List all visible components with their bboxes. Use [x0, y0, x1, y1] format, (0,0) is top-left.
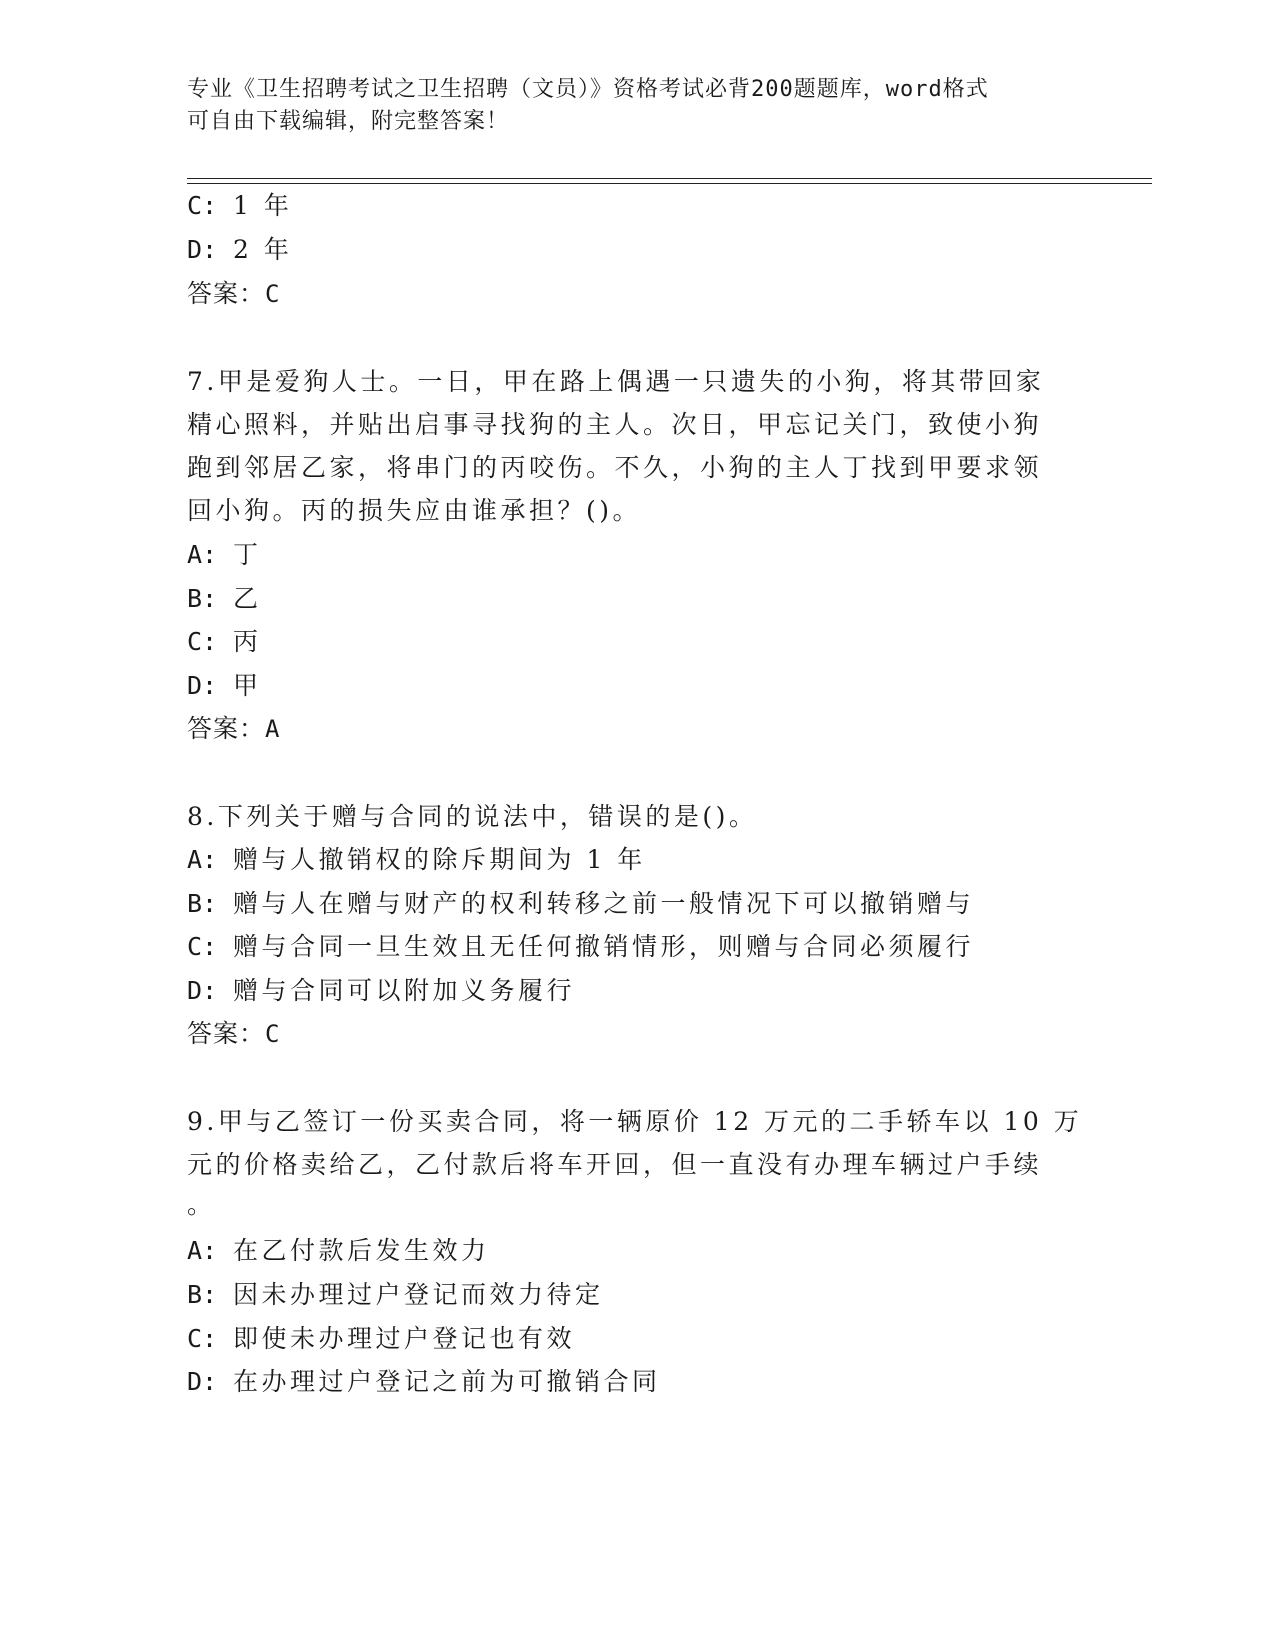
q7-stem-line-1: 7.甲是爱狗人士。一日，甲在路上偶遇一只遗失的小狗，将其带回家 — [187, 367, 1045, 396]
q8-option-d: D: 赠与合同可以附加义务履行 — [187, 976, 576, 1005]
header-rule-bottom — [187, 183, 1152, 184]
header-rule-top — [187, 178, 1152, 179]
header-line-2: 可自由下载编辑，附完整答案！ — [187, 109, 510, 134]
q8-option-b: B: 赠与人在赠与财产的权利转移之前一般情况下可以撤销赠与 — [187, 889, 975, 918]
q7-answer: 答案：A — [187, 714, 281, 743]
q7-stem-line-3: 跑到邻居乙家，将串门的丙咬伤。不久，小狗的主人丁找到甲要求领 — [187, 453, 1043, 482]
q8-stem-line-1: 8.下列关于赠与合同的说法中，错误的是()。 — [187, 802, 758, 831]
q7-option-a: A: 丁 — [187, 540, 262, 569]
q7-stem-line-2: 精心照料，并贴出启事寻找狗的主人。次日，甲忘记关门，致使小狗 — [187, 410, 1043, 439]
q9-option-a: A: 在乙付款后发生效力 — [187, 1236, 490, 1265]
q9-stem-line-1: 9.甲与乙签订一份买卖合同，将一辆原价 12 万元的二手轿车以 10 万 — [187, 1107, 1083, 1136]
q8-answer: 答案：C — [187, 1019, 281, 1048]
q9-stem-line-3: 。 — [187, 1190, 216, 1219]
q9-option-b: B: 因未办理过户登记而效力待定 — [187, 1280, 604, 1309]
q7-stem-line-4: 回小狗。丙的损失应由谁承担？()。 — [187, 496, 642, 525]
q9-option-d: D: 在办理过户登记之前为可撤销合同 — [187, 1367, 661, 1396]
q9-option-c: C: 即使未办理过户登记也有效 — [187, 1324, 576, 1353]
prev-option-c: C: 1 年 — [187, 191, 293, 220]
prev-option-d: D: 2 年 — [187, 235, 293, 264]
q8-option-a: A: 赠与人撤销权的除斥期间为 1 年 — [187, 845, 646, 874]
header-line-1: 专业《卫生招聘考试之卫生招聘（文员）》资格考试必背200题题库，word格式 — [187, 77, 989, 102]
q8-option-c: C: 赠与合同一旦生效且无任何撤销情形，则赠与合同必须履行 — [187, 932, 975, 961]
q7-option-d: D: 甲 — [187, 671, 262, 700]
q9-stem-line-2: 元的价格卖给乙，乙付款后将车开回，但一直没有办理车辆过户手续 — [187, 1150, 1043, 1179]
document-header — [187, 74, 1067, 138]
q7-option-c: C: 丙 — [187, 627, 262, 656]
q7-option-b: B: 乙 — [187, 584, 262, 613]
prev-answer: 答案：C — [187, 279, 281, 308]
